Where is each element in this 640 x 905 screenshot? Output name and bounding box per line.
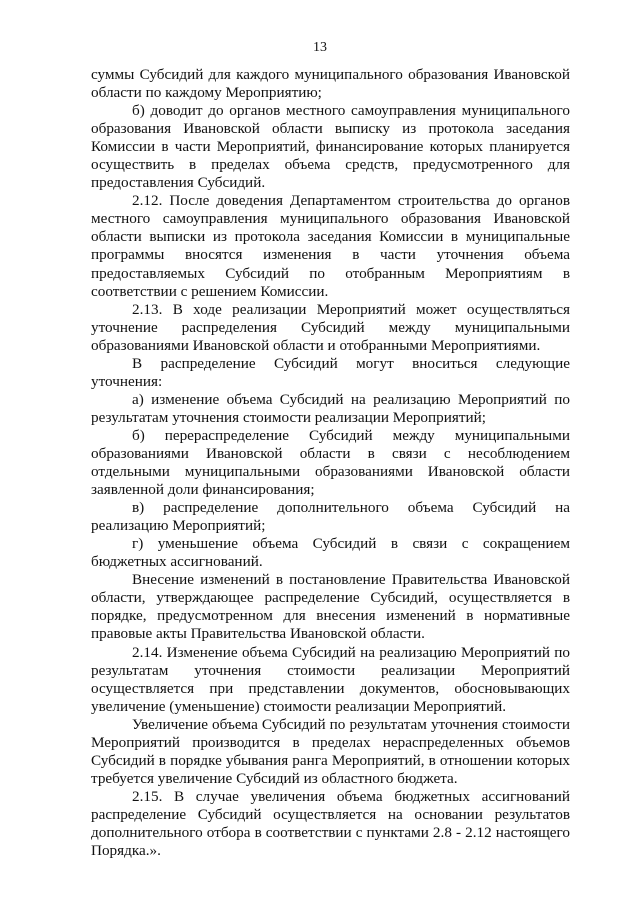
paragraph-continuation: суммы Субсидий для каждого муниципального образования Ивановской области по каждому Мероприятию; <box>91 66 570 102</box>
paragraph-refinement-a: а) изменение объема Субсидий на реализацию Мероприятий по результатам уточнения стоимости реализации Мероприятий; <box>91 390 570 426</box>
document-body <box>91 66 570 860</box>
paragraph-refinement-b: б) перераспределение Субсидий между муниципальными образованиями Ивановской области в связи с несоблюдением отдельными муниципальными образованиями Ивановской области заявленной доли финансирования; <box>91 426 570 499</box>
paragraph-refinement-v: в) распределение дополнительного объема Субсидий на реализацию Мероприятий; <box>91 499 570 535</box>
paragraph-2-14: 2.14. Изменение объема Субсидий на реализацию Мероприятий по результатам уточнения стоимости реализации Мероприятий осуществляется при представлении документов, обосновывающих увеличение (уменьшение) стоимости реализации Мероприятий. <box>91 643 570 715</box>
paragraph-refinements-intro: В распределение Субсидий могут вноситься следующие уточнения: <box>91 354 570 390</box>
paragraph-2-12: 2.12. После доведения Департаментом строительства до органов местного самоуправления муниципального образования Ивановской области выписки из протокола заседания Комиссии в муниципальные программы вносятся изменения в части уточнения объема предоставляемых Субсидий по отобранным Мероприятиям в соответствии с решением Комиссии. <box>91 192 570 300</box>
paragraph-item-b: б) доводит до органов местного самоуправления муниципального образования Ивановской области выписку из протокола заседания Комиссии в части Мероприятий, финансирование которых планируется осуществить в пределах объема средств, предусмотренного для предоставления Субсидий. <box>91 102 570 192</box>
page-number: 13 <box>313 40 327 55</box>
paragraph-2-13: 2.13. В ходе реализации Мероприятий может осуществляться уточнение распределения Субсидий между муниципальными образованиями Ивановской области и отобранными Мероприятиями. <box>91 300 570 354</box>
paragraph-increase: Увеличение объема Субсидий по результатам уточнения стоимости Мероприятий производится в пределах нераспределенных объемов Субсидий в порядке убывания ранга Мероприятий, в отношении которых требуется увеличение Субсидий из областного бюджета. <box>91 715 570 787</box>
paragraph-2-15: 2.15. В случае увеличения объема бюджетных ассигнований распределение Субсидий осуществляется на основании результатов дополнительного отбора в соответствии с пунктами 2.8 - 2.12 настоящего Порядка.». <box>91 787 570 860</box>
paragraph-refinement-g: г) уменьшение объема Субсидий в связи с сокращением бюджетных ассигнований. <box>91 535 570 571</box>
paragraph-amendments: Внесение изменений в постановление Правительства Ивановской области, утверждающее распределение Субсидий, осуществляется в порядке, предусмотренном для внесения изменений в нормативные правовые акты Правительства Ивановской области. <box>91 571 570 643</box>
